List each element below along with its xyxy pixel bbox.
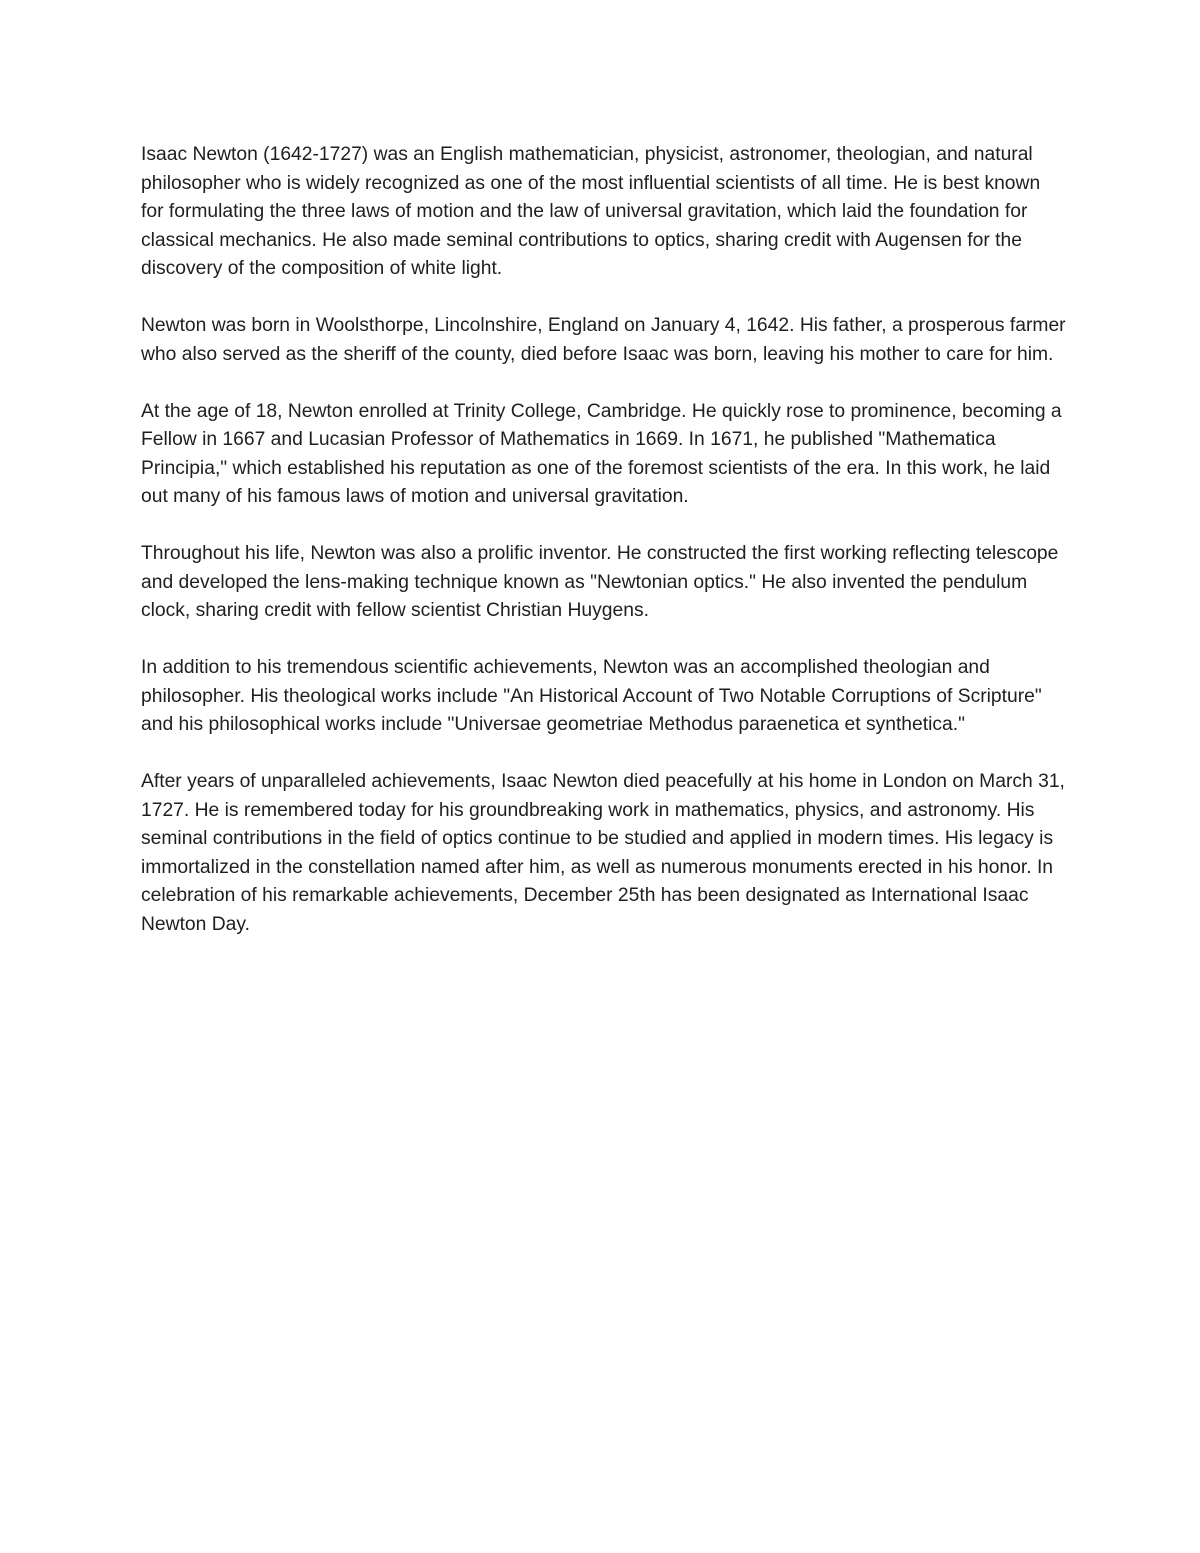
document-body bbox=[141, 141, 1066, 968]
paragraph-inventions: Throughout his life, Newton was also a prolific inventor. He constructed the first working reflecting telescope and developed the lens-making technique known as "Newtonian optics." He also invented the pendulum clock, sharing credit with fellow scientist Christian Huygens. bbox=[141, 543, 1059, 621]
paragraph-legacy: After years of unparalleled achievements, Isaac Newton died peacefully at his home in London on March 31, 1727. He is remembered today for his groundbreaking work in mathematics, physics, and astronomy. His seminal contributions in the field of optics continue to be studied and applied in modern times. His legacy is immortalized in the constellation named after him, as well as numerous monuments erected in his honor. In celebration of his remarkable achievements, December 25th has been designated as International Isaac Newton Day. bbox=[141, 771, 1065, 935]
paragraph-theology: In addition to his tremendous scientific achievements, Newton was an accomplished theologian and philosopher. His theological works include "An Historical Account of Two Notable Corruptions of Scripture" and his philosophical works include "Universae geometriae Methodus paraenetica et synthetica." bbox=[141, 657, 1042, 735]
paragraph-education: At the age of 18, Newton enrolled at Trinity College, Cambridge. He quickly rose to prominence, becoming a Fellow in 1667 and Lucasian Professor of Mathematics in 1669. In 1671, he published "Mathematica Principia," which established his reputation as one of the foremost scientists of the era. In this work, he laid out many of his famous laws of motion and universal gravitation. bbox=[141, 400, 1062, 507]
paragraph-intro: Isaac Newton (1642-1727) was an English mathematician, physicist, astronomer, theologian, and natural philosopher who is widely recognized as one of the most influential scientists of all time. He is best known for formulating the three laws of motion and the law of universal gravitation, which laid the foundation for classical mechanics. He also made seminal contributions to optics, sharing credit with Augensen for the discovery of the composition of white light. bbox=[141, 144, 1041, 279]
paragraph-birth: Newton was born in Woolsthorpe, Lincolnshire, England on January 4, 1642. His father, a prosperous farmer who also served as the sheriff of the county, died before Isaac was born, leaving his mother to care for him. bbox=[141, 315, 1066, 365]
